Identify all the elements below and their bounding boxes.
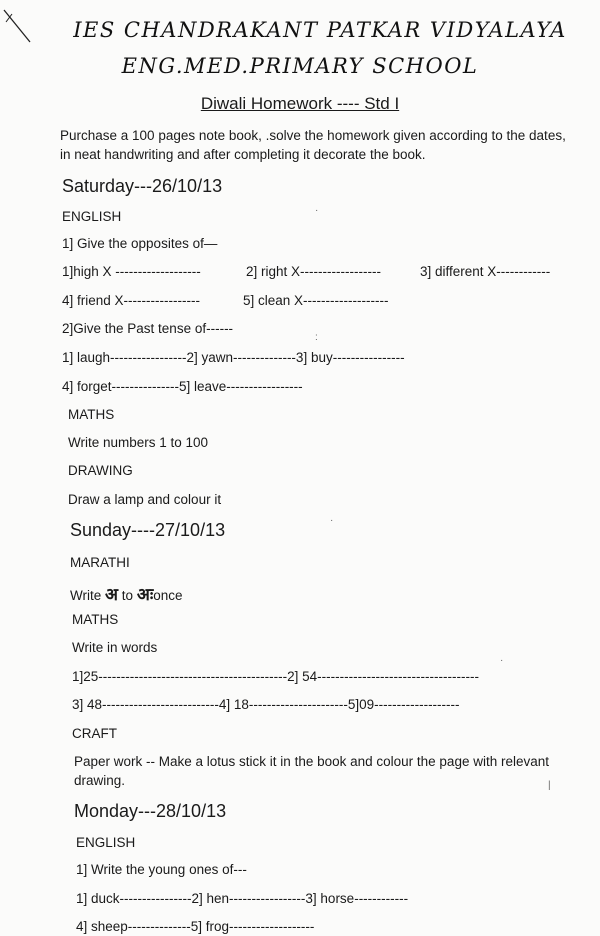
maths-words-task: Write in words xyxy=(72,640,158,655)
subject-english-monday: ENGLISH xyxy=(76,835,136,850)
question-opposites: 1] Give the opposites of— xyxy=(62,236,218,251)
opposites-item-5: 5] clean X------------------- xyxy=(243,293,389,308)
scan-speck: · xyxy=(315,205,319,216)
marathi-letter-ah: अः xyxy=(136,585,154,604)
scan-speck: | xyxy=(548,780,551,791)
subject-craft: CRAFT xyxy=(72,726,117,741)
day-heading-saturday: Saturday---26/10/13 xyxy=(62,176,223,196)
question-past-tense: 2]Give the Past tense of------ xyxy=(62,321,234,336)
scan-speck: · xyxy=(330,515,334,526)
subject-marathi: MARATHI xyxy=(70,555,130,570)
scan-speck: · xyxy=(500,655,504,666)
maths-task: Write numbers 1 to 100 xyxy=(68,435,209,450)
opposites-item-4: 4] friend X----------------- xyxy=(62,293,200,308)
intro-paragraph: Purchase a 100 pages note book, .solve the homework given according to the dates, in neat handwriting and after completing it decorate the book. xyxy=(60,128,566,162)
past-tense-row-2: 4] forget---------------5] leave----------------- xyxy=(62,379,303,394)
young-ones-row-1: 1] duck----------------2] hen-----------------3] horse------------ xyxy=(76,891,409,906)
young-ones-row-2: 4] sheep--------------5] frog------------------- xyxy=(76,919,315,934)
craft-task: Paper work -- Make a lotus stick it in the book and colour the page with relevant drawing. xyxy=(74,754,549,788)
page-title: Diwali Homework ---- Std I xyxy=(200,94,400,113)
scan-speck: : xyxy=(315,332,318,343)
marathi-task: Write अ to अःonce xyxy=(70,585,183,604)
drawing-task: Draw a lamp and colour it xyxy=(68,492,222,507)
school-name: IES CHANDRAKANT PATKAR VIDYALAYA xyxy=(73,18,567,42)
opposites-item-1: 1]high X ------------------- xyxy=(62,264,201,279)
numbers-row-2: 3] 48--------------------------4] 18----------------------5]09------------------- xyxy=(72,697,460,712)
subject-maths-sunday: MATHS xyxy=(72,612,119,627)
past-tense-row-1: 1] laugh-----------------2] yawn--------------3] buy---------------- xyxy=(62,350,405,365)
opposites-item-2: 2] right X------------------ xyxy=(246,264,381,279)
school-section: ENG.MED.PRIMARY SCHOOL xyxy=(121,54,479,78)
subject-english: ENGLISH xyxy=(62,209,122,224)
day-heading-sunday: Sunday----27/10/13 xyxy=(70,520,226,540)
subject-maths: MATHS xyxy=(68,407,115,422)
subject-drawing: DRAWING xyxy=(68,463,133,478)
day-heading-monday: Monday---28/10/13 xyxy=(74,801,227,821)
opposites-item-3: 3] different X------------ xyxy=(420,264,551,279)
numbers-row-1: 1]25------------------------------------------2] 54------------------------------------ xyxy=(72,669,479,684)
question-young-ones: 1] Write the young ones of--- xyxy=(76,862,247,877)
marathi-letter-a: अ xyxy=(105,585,119,604)
